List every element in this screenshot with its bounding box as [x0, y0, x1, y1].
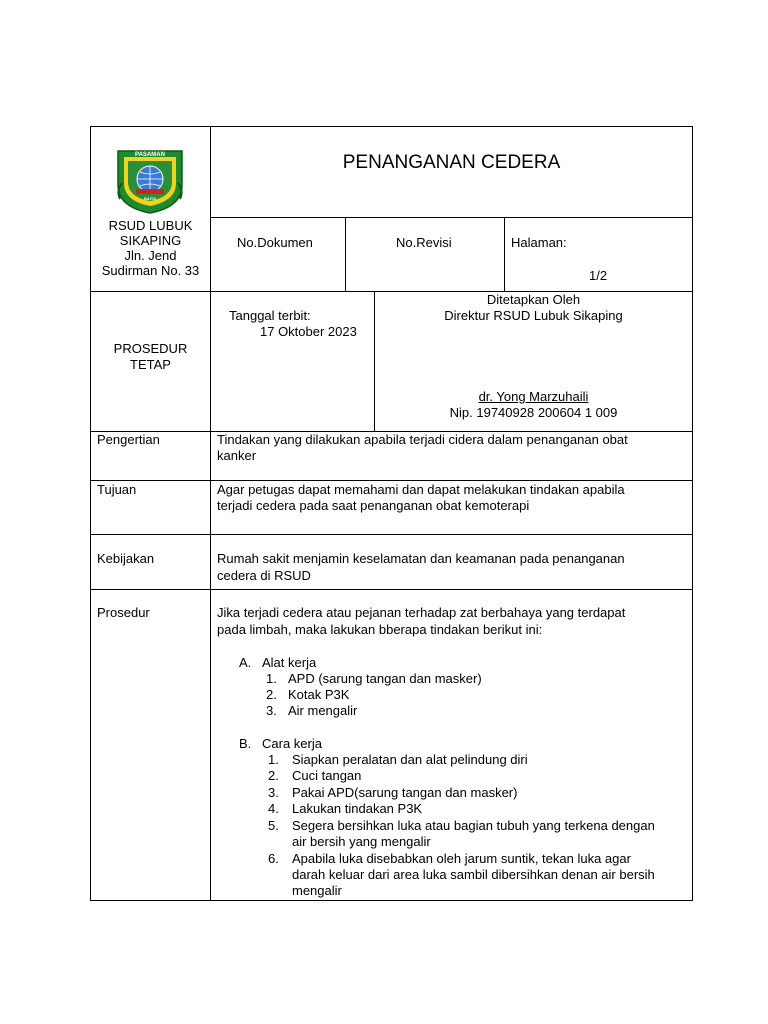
sop-type-line1: PROSEDUR — [113, 341, 188, 356]
table-border-top — [90, 126, 693, 127]
cara-item-text: Siapkan peralatan dan alat pelindung diri — [292, 752, 528, 767]
hospital-address-line1: Jln. Jend — [124, 248, 177, 263]
logo-text-bottom: BAITA — [144, 196, 156, 201]
kebijakan-label: Kebijakan — [97, 551, 155, 566]
cara-marker: B. — [239, 736, 252, 751]
cara-item-num: 5. — [268, 818, 279, 833]
alat-item-text: Air mengalir — [288, 703, 358, 718]
cara-heading: Cara kerja — [262, 736, 322, 751]
pengertian-text-line1: Tindakan yang dilakukan apabila terjadi cidera dalam penanganan obat — [217, 432, 628, 447]
cara-item-text: Cuci tangan — [292, 768, 362, 783]
row-divider-title — [210, 217, 693, 218]
signer-nip: Nip. 19740928 200604 1 009 — [449, 405, 618, 420]
table-border-bottom — [90, 900, 693, 901]
page-title: PENANGANAN CEDERA — [342, 152, 561, 173]
cara-item-num: 4. — [268, 801, 279, 816]
cara-item-num: 6. — [268, 851, 279, 866]
tujuan-text-line2: terjadi cedera pada saat penanganan obat kemoterapi — [217, 498, 530, 513]
cell-divider-dokumen — [345, 217, 346, 292]
cara-item-text: Pakai APD(sarung tangan dan masker) — [292, 785, 518, 800]
hospital-name-line1: RSUD LUBUK — [108, 218, 193, 233]
ditetapkan-jabatan: Direktur RSUD Lubuk Sikaping — [444, 308, 623, 323]
no-revisi-label: No.Revisi — [396, 235, 452, 250]
cara-item-text-cont: darah keluar dari area luka sambil dibersihkan denan air bersih — [292, 867, 655, 882]
alat-item-num: 2. — [266, 687, 277, 702]
cara-item-num: 2. — [268, 768, 279, 783]
ditetapkan-oleh: Ditetapkan Oleh — [486, 292, 581, 307]
logo-text-top: PASAMAN — [135, 152, 165, 158]
tujuan-label: Tujuan — [97, 482, 137, 497]
cara-item-text: Apabila luka disebabkan oleh jarum suntik, tekan luka agar — [292, 851, 631, 866]
prosedur-intro-line1: Jika terjadi cedera atau pejanan terhadap zat berbahaya yang terdapat — [217, 605, 626, 620]
column-divider — [210, 126, 211, 901]
alat-item-text: APD (sarung tangan dan masker) — [288, 671, 482, 686]
cell-divider-revisi — [504, 217, 505, 292]
tanggal-terbit-label: Tanggal terbit: — [229, 308, 311, 323]
alat-marker: A. — [239, 655, 252, 670]
hospital-name-line2: SIKAPING — [119, 233, 182, 248]
sop-type-line2: TETAP — [130, 357, 171, 372]
row-divider-kebijakan — [90, 589, 693, 590]
pengertian-text-line2: kanker — [217, 448, 257, 463]
pengertian-label: Pengertian — [97, 432, 160, 447]
cara-item-num: 1. — [268, 752, 279, 767]
tujuan-text-line1: Agar petugas dapat memahami dan dapat melakukan tindakan apabila — [217, 482, 625, 497]
prosedur-label: Prosedur — [97, 605, 150, 620]
halaman-label: Halaman: — [511, 235, 567, 250]
hospital-address-line2: Sudirman No. 33 — [101, 263, 200, 278]
cara-item-text-cont: air bersih yang mengalir — [292, 834, 431, 849]
alat-heading: Alat kerja — [262, 655, 317, 670]
table-border-right — [692, 126, 693, 901]
hospital-logo-icon — [114, 145, 186, 215]
row-divider-pengertian — [90, 480, 693, 481]
cara-item-num: 3. — [268, 785, 279, 800]
kebijakan-text-line2: cedera di RSUD — [217, 568, 311, 583]
row-divider-tujuan — [90, 534, 693, 535]
alat-item-num: 3. — [266, 703, 277, 718]
no-dokumen-label: No.Dokumen — [237, 235, 313, 250]
cara-item-text: Lakukan tindakan P3K — [292, 801, 423, 816]
halaman-value: 1/2 — [589, 268, 608, 283]
cara-item-text: Segera bersihkan luka atau bagian tubuh yang terkena dengan — [292, 818, 655, 833]
alat-item-text: Kotak P3K — [288, 687, 350, 702]
alat-item-num: 1. — [266, 671, 277, 686]
kebijakan-text-line1: Rumah sakit menjamin keselamatan dan keamanan pada penanganan — [217, 551, 625, 566]
signer-name — [375, 389, 692, 405]
prosedur-intro-line2: pada limbah, maka lakukan bberapa tindakan berikut ini: — [217, 622, 543, 637]
tanggal-terbit-value: 17 Oktober 2023 — [260, 324, 357, 339]
cara-item-text-cont: mengalir — [292, 883, 342, 898]
signer-name-text: dr. Yong Marzuhaili — [478, 389, 589, 404]
